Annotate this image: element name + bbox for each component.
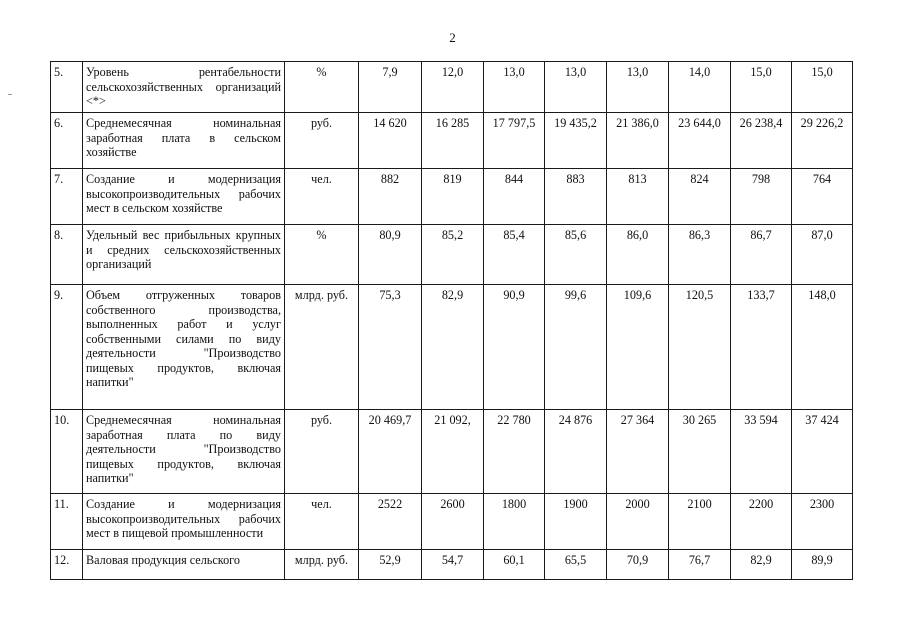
value-cell: 70,9 — [607, 550, 669, 580]
row-number: 10. — [51, 410, 83, 494]
value-cell: 76,7 — [669, 550, 731, 580]
value-cell: 60,1 — [484, 550, 545, 580]
value-cell: 813 — [607, 169, 669, 225]
value-cell: 17 797,5 — [484, 113, 545, 169]
value-cell: 2000 — [607, 494, 669, 550]
row-number: 6. — [51, 113, 83, 169]
value-cell: 13,0 — [545, 62, 607, 113]
value-cell: 14,0 — [669, 62, 731, 113]
value-cell: 22 780 — [484, 410, 545, 494]
value-cell: 33 594 — [731, 410, 792, 494]
value-cell: 14 620 — [359, 113, 422, 169]
value-cell: 29 226,2 — [792, 113, 853, 169]
unit-cell: млрд. руб. — [285, 550, 359, 580]
value-cell: 86,7 — [731, 225, 792, 285]
value-cell: 13,0 — [607, 62, 669, 113]
value-cell: 52,9 — [359, 550, 422, 580]
row-number: 8. — [51, 225, 83, 285]
value-cell: 82,9 — [731, 550, 792, 580]
value-cell: 65,5 — [545, 550, 607, 580]
value-cell: 2522 — [359, 494, 422, 550]
scan-edge-mark — [8, 94, 12, 95]
table-row — [51, 169, 853, 225]
value-cell: 86,3 — [669, 225, 731, 285]
value-cell: 82,9 — [422, 285, 484, 410]
unit-cell: руб. — [285, 410, 359, 494]
row-number: 5. — [51, 62, 83, 113]
value-cell: 37 424 — [792, 410, 853, 494]
value-cell: 120,5 — [669, 285, 731, 410]
value-cell: 148,0 — [792, 285, 853, 410]
indicator-name: Удельный вес прибыльных крупных и средних сельскохозяйственных организаций — [83, 225, 285, 285]
value-cell: 87,0 — [792, 225, 853, 285]
value-cell: 2600 — [422, 494, 484, 550]
unit-cell: чел. — [285, 494, 359, 550]
unit-cell: % — [285, 225, 359, 285]
table-row — [51, 113, 853, 169]
row-number: 11. — [51, 494, 83, 550]
value-cell: 1900 — [545, 494, 607, 550]
value-cell: 89,9 — [792, 550, 853, 580]
value-cell: 20 469,7 — [359, 410, 422, 494]
table-row — [51, 62, 853, 113]
value-cell: 54,7 — [422, 550, 484, 580]
value-cell: 2100 — [669, 494, 731, 550]
value-cell: 844 — [484, 169, 545, 225]
value-cell: 15,0 — [792, 62, 853, 113]
value-cell: 13,0 — [484, 62, 545, 113]
unit-cell: % — [285, 62, 359, 113]
indicator-name: Создание и модернизация высокопроизводительных рабочих мест в пищевой промышленности — [83, 494, 285, 550]
value-cell: 99,6 — [545, 285, 607, 410]
value-cell: 2200 — [731, 494, 792, 550]
table-row — [51, 285, 853, 410]
value-cell: 85,2 — [422, 225, 484, 285]
indicator-name: Валовая продукция сельского — [83, 550, 285, 580]
row-number: 12. — [51, 550, 83, 580]
value-cell: 75,3 — [359, 285, 422, 410]
value-cell: 85,6 — [545, 225, 607, 285]
table-row — [51, 225, 853, 285]
value-cell: 824 — [669, 169, 731, 225]
indicator-name: Объем отгруженных товаров собственного производства, выполненных работ и услуг собственными силами по виду деятельности "Производство пищевых продуктов, включая напитки" — [83, 285, 285, 410]
indicator-name: Среднемесячная номинальная заработная плата в сельском хозяйстве — [83, 113, 285, 169]
value-cell: 90,9 — [484, 285, 545, 410]
value-cell: 798 — [731, 169, 792, 225]
unit-cell: руб. — [285, 113, 359, 169]
value-cell: 1800 — [484, 494, 545, 550]
value-cell: 30 265 — [669, 410, 731, 494]
value-cell: 16 285 — [422, 113, 484, 169]
page-number: 2 — [449, 30, 456, 45]
value-cell: 85,4 — [484, 225, 545, 285]
unit-cell: млрд. руб. — [285, 285, 359, 410]
value-cell: 26 238,4 — [731, 113, 792, 169]
value-cell: 133,7 — [731, 285, 792, 410]
row-number: 9. — [51, 285, 83, 410]
table-body — [51, 62, 853, 580]
value-cell: 23 644,0 — [669, 113, 731, 169]
indicator-name: Создание и модернизация высокопроизводительных рабочих мест в сельском хозяйстве — [83, 169, 285, 225]
value-cell: 12,0 — [422, 62, 484, 113]
value-cell: 882 — [359, 169, 422, 225]
indicator-name: Среднемесячная номинальная заработная плата по виду деятельности "Производство пищевых продуктов, включая напитки" — [83, 410, 285, 494]
value-cell: 24 876 — [545, 410, 607, 494]
unit-cell: чел. — [285, 169, 359, 225]
value-cell: 764 — [792, 169, 853, 225]
value-cell: 819 — [422, 169, 484, 225]
value-cell: 109,6 — [607, 285, 669, 410]
table-row — [51, 494, 853, 550]
value-cell: 21 092, — [422, 410, 484, 494]
table-row — [51, 550, 853, 580]
value-cell: 15,0 — [731, 62, 792, 113]
value-cell: 883 — [545, 169, 607, 225]
value-cell: 27 364 — [607, 410, 669, 494]
row-number: 7. — [51, 169, 83, 225]
value-cell: 80,9 — [359, 225, 422, 285]
value-cell: 86,0 — [607, 225, 669, 285]
indicator-name: Уровень рентабельности сельскохозяйственных организаций <*> — [83, 62, 285, 113]
value-cell: 2300 — [792, 494, 853, 550]
value-cell: 19 435,2 — [545, 113, 607, 169]
value-cell: 7,9 — [359, 62, 422, 113]
value-cell: 21 386,0 — [607, 113, 669, 169]
table-row — [51, 410, 853, 494]
indicators-table — [50, 61, 853, 580]
